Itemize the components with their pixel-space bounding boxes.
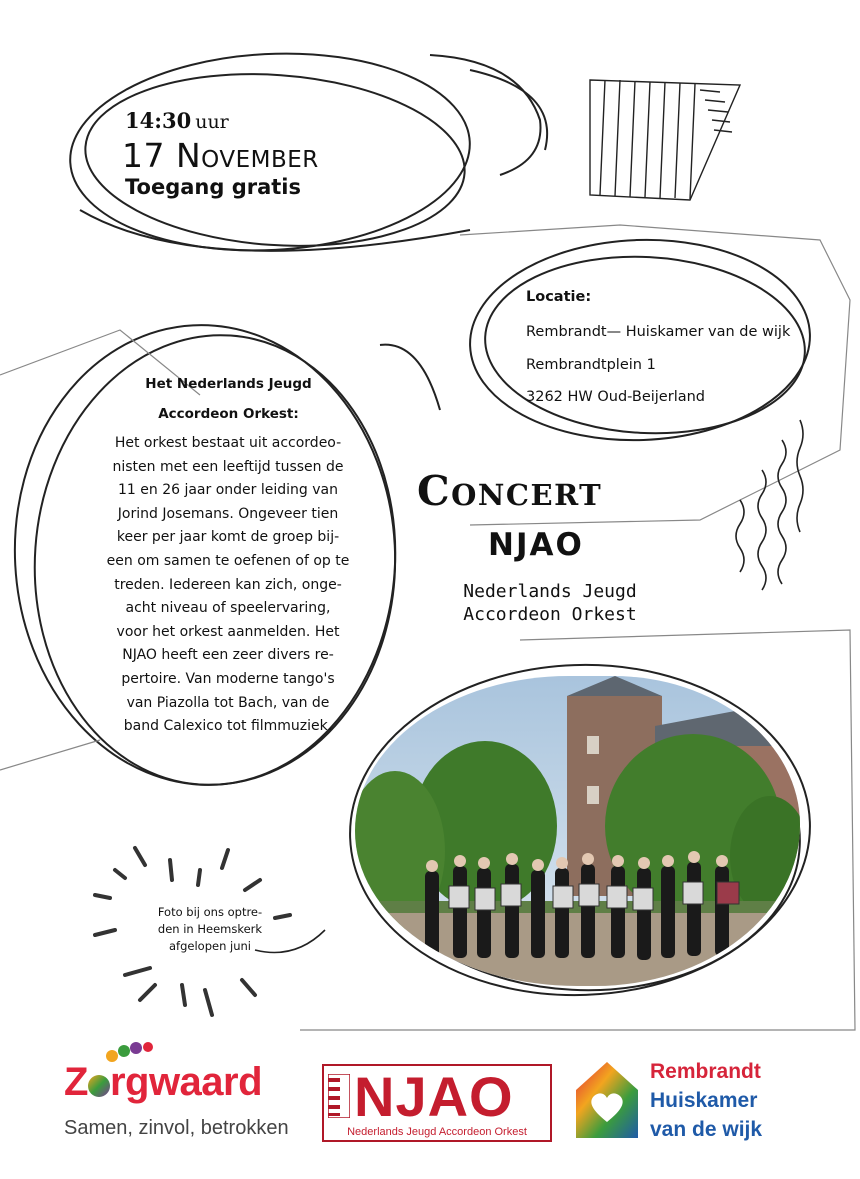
njao-logo xyxy=(322,1064,552,1142)
description-line: treden. Iedereen kan zich, onge- xyxy=(114,576,342,593)
njao-title: NJAO xyxy=(488,527,584,563)
orchestra-name-line: Het Nederlands Jeugd xyxy=(145,376,312,392)
caption-line: den in Heemskerk xyxy=(157,922,263,936)
description-line: nisten met een leeftijd tussen de xyxy=(112,458,344,475)
description-line: band Calexico tot filmmuziek. xyxy=(123,718,333,735)
orchestra-name-line: Accordeon Orkest: xyxy=(158,406,299,422)
njao-logo-letters: NJAO xyxy=(354,1065,514,1128)
keyboard-icon xyxy=(328,1074,350,1118)
orchestra-subtitle xyxy=(440,580,660,626)
subtitle-line: Nederlands Jeugd xyxy=(463,581,637,602)
location-line: 3262 HW Oud-Beijerland xyxy=(526,389,705,405)
description-line: Het orkest bestaat uit accordeo- xyxy=(114,435,342,451)
zorgwaard-logo xyxy=(64,1060,262,1105)
event-date: 17 November xyxy=(122,136,319,175)
description-line: acht niveau of speelervaring, xyxy=(125,600,331,617)
concert-title: Concert xyxy=(417,467,603,515)
photo-caption xyxy=(140,904,280,955)
zorgwaard-z: Z xyxy=(64,1060,88,1104)
orchestra-name xyxy=(102,369,355,429)
event-time xyxy=(125,108,229,133)
location-line: Rembrandt— Huiskamer van de wijk xyxy=(526,324,791,340)
location-heading: Locatie: xyxy=(526,289,592,305)
description-line: keer per jaar komt de groep bij- xyxy=(116,529,340,546)
orchestra-description xyxy=(92,432,364,739)
zorgwaard-rest: rgwaard xyxy=(109,1060,263,1104)
rembrandt-line: Huiskamer xyxy=(650,1089,758,1112)
location-line: Rembrandtplein 1 xyxy=(526,357,656,373)
group-photo xyxy=(355,676,800,986)
description-line: Jorind Josemans. Ongeveer tien xyxy=(117,505,339,522)
rembrandt-line: Rembrandt xyxy=(650,1060,761,1083)
zorgwaard-tagline: Samen, zinvol, betrokken xyxy=(64,1117,289,1139)
description-line: een om samen te oefenen of op te xyxy=(106,552,350,569)
caption-line: afgelopen juni xyxy=(169,939,251,953)
caption-line: Foto bij ons optre- xyxy=(157,905,263,919)
description-line: van Piazolla tot Bach, van de xyxy=(126,694,330,711)
description-line: 11 en 26 jaar onder leiding van xyxy=(118,482,338,499)
event-entry: Toegang gratis xyxy=(125,175,301,199)
description-line: voor het orkest aanmelden. Het xyxy=(116,623,340,640)
event-time-value: 14:30 xyxy=(125,108,192,133)
house-heart-icon xyxy=(574,1060,640,1140)
rembrandt-line: van de wijk xyxy=(650,1118,763,1141)
zorgwaard-o-icon xyxy=(88,1075,110,1097)
event-time-unit: uur xyxy=(195,111,229,133)
description-line: pertoire. Van moderne tango's xyxy=(121,670,335,687)
description-line: NJAO heeft een zeer divers re- xyxy=(122,647,334,664)
subtitle-line: Accordeon Orkest xyxy=(463,604,637,625)
njao-logo-tagline: Nederlands Jeugd Accordeon Orkest xyxy=(347,1126,527,1138)
